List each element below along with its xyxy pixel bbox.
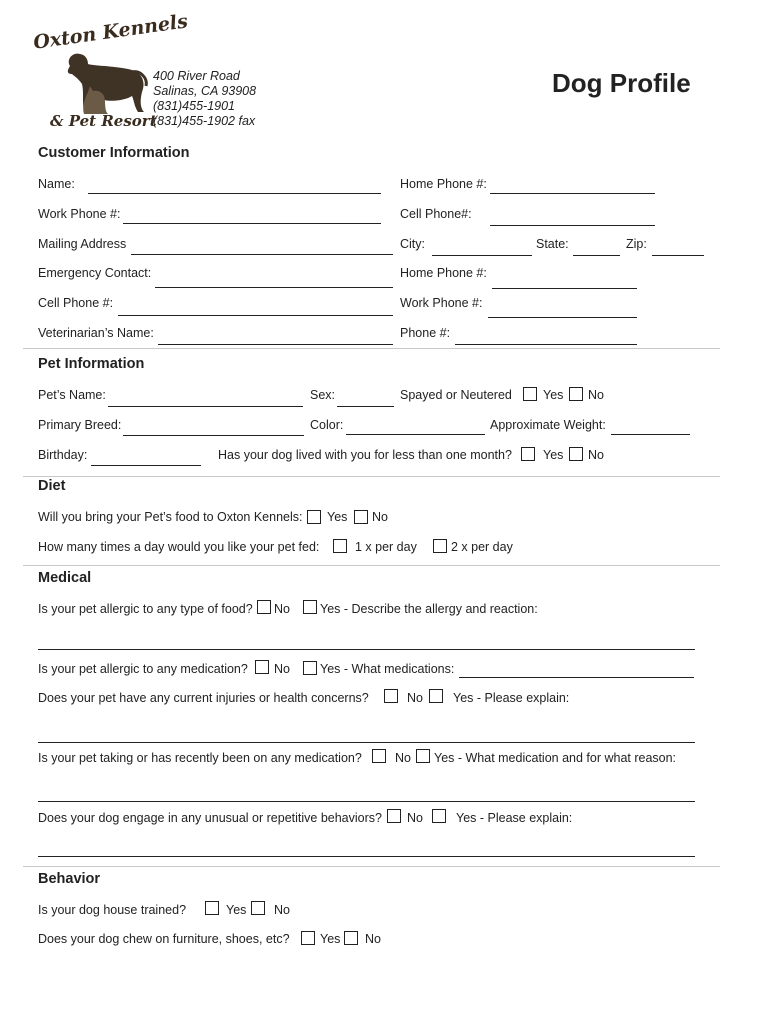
med-allergy-yes-checkbox[interactable] (303, 661, 317, 675)
behaviors-details-field[interactable] (38, 856, 695, 857)
injuries-details-field[interactable] (38, 742, 695, 743)
section-divider (23, 866, 720, 867)
sex-label: Sex: (310, 388, 336, 402)
house-trained-no-label: No (274, 903, 290, 917)
breed-label: Primary Breed: (38, 418, 122, 432)
chew-yes-label: Yes (320, 932, 341, 946)
pet-name-field[interactable] (108, 406, 303, 407)
ec-home-phone-field[interactable] (492, 288, 637, 289)
work-phone-field[interactable] (123, 223, 381, 224)
med-allergy-question: Is your pet allergic to any medication? (38, 662, 248, 676)
logo-bottom-text: & Pet Resort (50, 112, 157, 130)
feed-question: How many times a day would you like your pet fed: (38, 540, 320, 554)
section-divider (23, 476, 720, 477)
behaviors-no-label: No (407, 811, 423, 825)
ec-cell-phone-label: Cell Phone #: (38, 296, 114, 310)
food-allergy-no-checkbox[interactable] (257, 600, 271, 614)
injuries-no-label: No (407, 691, 423, 705)
section-divider (23, 348, 720, 349)
med-allergy-no-checkbox[interactable] (255, 660, 269, 674)
behaviors-yes-label: Yes - Please explain: (456, 811, 573, 825)
ec-cell-phone-field[interactable] (118, 315, 393, 316)
chew-question: Does your dog chew on furniture, shoes, etc? (38, 932, 290, 946)
medication-details-field[interactable] (38, 801, 695, 802)
medication-no-label: No (395, 751, 411, 765)
vet-name-field[interactable] (158, 344, 393, 345)
city-label: City: (400, 237, 425, 251)
ec-work-phone-field[interactable] (488, 317, 637, 318)
medication-yes-checkbox[interactable] (416, 749, 430, 763)
pet-name-label: Pet’s Name: (38, 388, 106, 402)
vet-phone-field[interactable] (455, 344, 637, 345)
lived-yes-checkbox[interactable] (521, 447, 535, 461)
city-field[interactable] (432, 255, 532, 256)
med-allergy-details-field[interactable] (459, 677, 694, 678)
zip-field[interactable] (652, 255, 704, 256)
med-allergy-no-label: No (274, 662, 290, 676)
address-street: 400 River Road (153, 69, 240, 83)
mailing-address-label: Mailing Address (38, 237, 127, 251)
chew-no-checkbox[interactable] (344, 931, 358, 945)
medication-no-checkbox[interactable] (372, 749, 386, 763)
state-label: State: (536, 237, 569, 251)
food-allergy-details-field[interactable] (38, 649, 695, 650)
weight-field[interactable] (611, 434, 690, 435)
weight-label: Approximate Weight: (490, 418, 606, 432)
logo-top-text: Oxton Kennels (32, 10, 190, 54)
food-yes-checkbox[interactable] (307, 510, 321, 524)
injuries-yes-checkbox[interactable] (429, 689, 443, 703)
name-label: Name: (38, 177, 75, 191)
feed-once-label: 1 x per day (355, 540, 417, 554)
customer-heading: Customer Information (38, 145, 190, 161)
lived-no-label: No (588, 448, 604, 462)
injuries-question: Does your pet have any current injuries or health concerns? (38, 691, 369, 705)
section-divider (23, 565, 720, 566)
home-phone-label: Home Phone #: (400, 177, 487, 191)
chew-yes-checkbox[interactable] (301, 931, 315, 945)
address-city: Salinas, CA 93908 (153, 84, 257, 98)
food-yes-label: Yes (327, 510, 348, 524)
emergency-contact-label: Emergency Contact: (38, 266, 152, 280)
cell-phone-label: Cell Phone#: (400, 207, 472, 221)
sex-field[interactable] (337, 406, 394, 407)
feed-twice-label: 2 x per day (451, 540, 513, 554)
behaviors-yes-checkbox[interactable] (432, 809, 446, 823)
feed-twice-checkbox[interactable] (433, 539, 447, 553)
injuries-no-checkbox[interactable] (384, 689, 398, 703)
spayed-yes-label: Yes (543, 388, 564, 402)
spayed-no-checkbox[interactable] (569, 387, 583, 401)
state-field[interactable] (573, 255, 620, 256)
lived-question: Has your dog lived with you for less than one month? (218, 448, 512, 462)
pet-heading: Pet Information (38, 356, 145, 372)
spayed-label: Spayed or Neutered (400, 388, 512, 402)
lived-yes-label: Yes (543, 448, 564, 462)
diet-heading: Diet (38, 478, 66, 494)
behavior-heading: Behavior (38, 871, 101, 887)
medication-yes-label: Yes - What medication and for what reason: (434, 751, 677, 765)
house-trained-yes-label: Yes (226, 903, 247, 917)
birthday-label: Birthday: (38, 448, 88, 462)
feed-once-checkbox[interactable] (333, 539, 347, 553)
color-label: Color: (310, 418, 344, 432)
behaviors-question: Does your dog engage in any unusual or repetitive behaviors? (38, 811, 382, 825)
cell-phone-field[interactable] (490, 225, 655, 226)
behaviors-no-checkbox[interactable] (387, 809, 401, 823)
injuries-yes-label: Yes - Please explain: (453, 691, 570, 705)
vet-phone-label: Phone #: (400, 326, 451, 340)
food-no-label: No (372, 510, 388, 524)
food-allergy-question: Is your pet allergic to any type of food? (38, 602, 253, 616)
zip-label: Zip: (626, 237, 647, 251)
mailing-address-field[interactable] (131, 254, 393, 255)
spayed-no-label: No (588, 388, 604, 402)
ec-work-phone-label: Work Phone #: (400, 296, 483, 310)
food-allergy-yes-label: Yes - Describe the allergy and reaction: (320, 602, 538, 616)
house-trained-no-checkbox[interactable] (251, 901, 265, 915)
color-field[interactable] (346, 434, 485, 435)
medical-heading: Medical (38, 570, 92, 586)
page-title: Dog Profile (552, 68, 691, 98)
food-no-checkbox[interactable] (354, 510, 368, 524)
address-phone: (831)455-1901 (153, 99, 236, 113)
food-allergy-no-label: No (274, 602, 290, 616)
work-phone-label: Work Phone #: (38, 207, 121, 221)
name-field[interactable] (88, 193, 381, 194)
address-fax: (831)455-1902 fax (153, 114, 256, 128)
lived-no-checkbox[interactable] (569, 447, 583, 461)
medication-question: Is your pet taking or has recently been on any medication? (38, 751, 362, 765)
med-allergy-yes-label: Yes - What medications: (320, 662, 455, 676)
spayed-yes-checkbox[interactable] (523, 387, 537, 401)
house-trained-yes-checkbox[interactable] (205, 901, 219, 915)
vet-name-label: Veterinarian’s Name: (38, 326, 154, 340)
emergency-contact-field[interactable] (155, 287, 393, 288)
house-trained-question: Is your dog house trained? (38, 903, 187, 917)
chew-no-label: No (365, 932, 381, 946)
birthday-field[interactable] (91, 465, 201, 466)
food-allergy-yes-checkbox[interactable] (303, 600, 317, 614)
home-phone-field[interactable] (490, 193, 655, 194)
food-question: Will you bring your Pet’s food to Oxton Kennels: (38, 510, 303, 524)
ec-home-phone-label: Home Phone #: (400, 266, 487, 280)
breed-field[interactable] (123, 435, 304, 436)
